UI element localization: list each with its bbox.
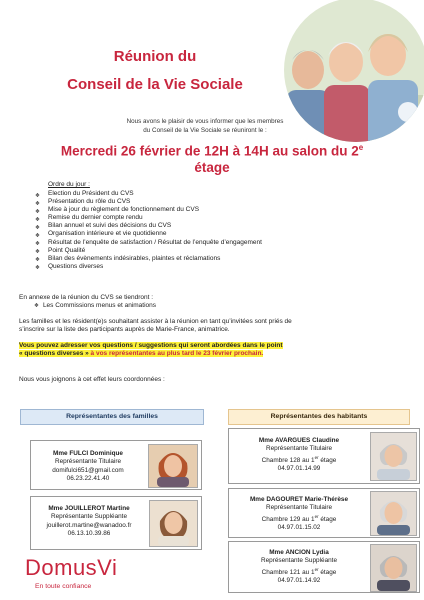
page-title-line1: Réunion du	[113, 48, 197, 65]
logo-tagline: En toute confiance	[35, 583, 92, 590]
agenda-item: ❖ Présentation du rôle du CVS	[35, 198, 131, 207]
bullet-icon: ❖	[34, 303, 39, 309]
intro-text	[110, 118, 300, 135]
bullet-icon: ❖	[35, 216, 40, 223]
meeting-date	[10, 140, 414, 176]
rep-role: Représentante Suppléante	[50, 513, 128, 521]
bullet-icon: ❖	[35, 192, 40, 199]
bullet-icon: ❖	[35, 257, 40, 264]
page-title-line2: Conseil de la Vie Sociale	[67, 76, 243, 93]
rep-name: Mme AVARGUES Claudine	[258, 437, 340, 444]
agenda-item: ❖ Point Qualité	[35, 246, 86, 256]
logo-wordmark: DomusVi	[25, 555, 118, 580]
residents-reps-header: Représentantes des habitants	[228, 409, 410, 425]
rep-role: Représentante Titulaire	[54, 458, 122, 466]
bullet-icon: ❖	[35, 232, 40, 239]
rep-photo	[370, 491, 417, 536]
rep-email: jouillerot.martine@wanadoo.fr	[46, 521, 132, 529]
rep-photo	[370, 544, 417, 592]
agenda-item: ❖ Bilan annuel et suivi des décisions du CVS	[35, 222, 172, 231]
domusvi-logo	[25, 555, 117, 581]
bullet-icon: ❖	[35, 241, 40, 248]
rep-name: Mme FULCI Dominique	[53, 450, 123, 457]
annex-text: En annexe de la réunion du CVS se tiendront :	[19, 294, 154, 301]
agenda-title: Ordre du jour :	[48, 181, 90, 188]
intro-line1: Nous avons le plaisir de vous informer que les membres	[126, 118, 284, 125]
rep-phone: 06.23.22.41.40	[66, 475, 110, 483]
rep-name: Mme DAGOURET Marie-Thérèse	[249, 496, 348, 503]
rep-role: Représentante Titulaire	[265, 504, 333, 512]
rep-role: Représentante Suppléante	[260, 557, 338, 565]
meeting-date-text: Mercredi 26 février de 12H à 14H au salon du 2	[60, 143, 359, 159]
rep-phone: 04.97.01.14.92	[277, 577, 321, 585]
agenda-item: ❖ Résultat de l’enquête de satisfaction / Résultat de l’enquête d’engagement	[35, 238, 262, 248]
rep-photo	[370, 432, 417, 481]
resident-rep-card	[228, 428, 420, 484]
intro-line2: du Conseil de la Vie Sociale se réuniront le :	[143, 126, 267, 134]
agenda-item: ❖ Election du Président du CVS	[35, 190, 134, 199]
rep-name: Mme JOUILLEROT Martine	[48, 505, 130, 512]
rep-phone: 06.13.10.39.86	[67, 530, 111, 538]
rep-photo	[149, 500, 198, 547]
meeting-date-line2: étage	[194, 159, 230, 175]
resident-rep-card	[228, 488, 420, 538]
rep-phone: 04.97.01.14.99	[277, 465, 321, 473]
rep-room: Chambre 121 au 1er étage	[261, 566, 337, 576]
family-rep-card	[30, 496, 202, 550]
agenda-item: ❖ Mise à jour du règlement de fonctionnement du CVS	[35, 206, 200, 215]
families-reps-header: Représentantes des familles	[20, 409, 204, 425]
resident-rep-card	[228, 541, 420, 593]
agenda-item: ❖ Organisation intérieure et vie quotidienne	[35, 230, 167, 239]
rep-room: Chambre 128 au 1er étage	[261, 454, 337, 464]
rep-room: Chambre 129 au 1er étage	[261, 513, 337, 523]
meeting-date-line1	[10, 140, 414, 160]
agenda-item: ❖ Questions diverses	[35, 262, 104, 272]
agenda-item: ❖ Bilan des évènements indésirables, plaintes et réclamations	[35, 254, 221, 264]
bullet-icon: ❖	[35, 200, 40, 207]
agenda-list	[34, 190, 394, 271]
bullet-icon: ❖	[35, 249, 40, 256]
questions-highlight: Vous pouvez adresser vos questions / suggestions qui seront abordées dans le point « questions diverses » à vos représentantes au plus tard le 23 février prochain.	[19, 342, 283, 358]
coordinates-intro: Nous vous joignons à cet effet leurs coordonnées :	[19, 376, 165, 383]
rep-name: Mme ANCION Lydia	[269, 549, 329, 556]
rep-phone: 04.97.01.15.02	[277, 524, 321, 532]
bullet-icon: ❖	[35, 265, 40, 272]
rep-photo	[148, 444, 198, 488]
rep-role: Représentante Titulaire	[265, 445, 333, 453]
meeting-date-sup: e	[358, 143, 364, 152]
rep-email: domifulci651@gmail.com	[52, 466, 124, 474]
agenda-item: ❖ Remise du dernier compte rendu	[35, 214, 143, 223]
bullet-icon: ❖	[35, 224, 40, 231]
families-invite-text: Les familles et les résident(e)s souhaitant assister à la réunion en tant qu’invitées sont priés de s’inscrire sur la liste des participants auprès de Marie-France, animatrice.	[19, 318, 292, 334]
family-rep-card	[30, 440, 202, 490]
bullet-icon: ❖	[35, 208, 40, 215]
annex-item: ❖ Les Commissions menus et animations	[34, 302, 157, 309]
